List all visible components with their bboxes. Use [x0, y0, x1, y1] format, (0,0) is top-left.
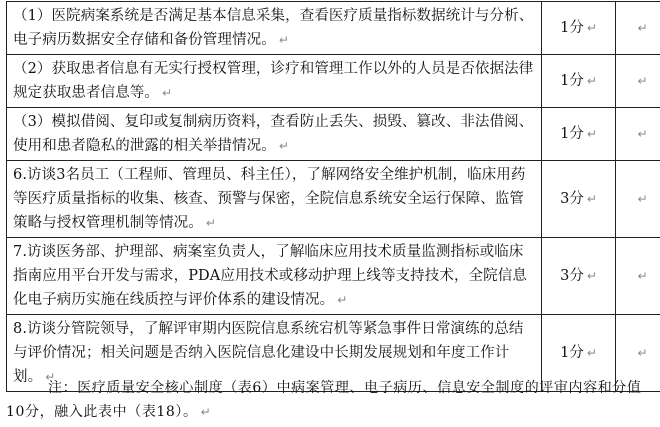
- score-text: 3分: [560, 268, 584, 284]
- paragraph-mark-icon: ↵: [637, 346, 648, 360]
- score-cell: [542, 2, 616, 55]
- paragraph-mark-icon: ↵: [337, 293, 348, 307]
- criteria-cell: [7, 161, 542, 238]
- remark-cell: [616, 2, 660, 55]
- criteria-text: （2）获取患者信息有无实行授权管理，诊疗和管理工作以外的人员是否依据法律规定获取患者信息等。: [13, 61, 534, 101]
- criteria-text: （3）模拟借阅、复印或复制病历资料，查看防止丢失、损毁、篡改、非法借阅、使用和患者隐私的泄露的相关举措情况。: [13, 114, 534, 154]
- criteria-cell: [7, 108, 542, 161]
- score-text: 1分: [560, 20, 584, 36]
- footnote-text: 注：医疗质量安全核心制度（表6）中病案管理、电子病历、信息安全制度的评审内容和分值10分，融入此表中（表18）。: [6, 380, 642, 420]
- score-text: 3分: [560, 191, 584, 207]
- paragraph-mark-icon: ↵: [162, 86, 173, 100]
- score-cell: [542, 108, 616, 161]
- remark-cell: [616, 55, 660, 108]
- paragraph-mark-icon: ↵: [586, 269, 597, 283]
- criteria-text: 6.访谈3名员工（工程师、管理员、科主任），了解网络安全维护机制，临床用药等医疗质量指标的收集、核查、预警与保密，全院信息系统安全运行保障、监管策略与授权管理机制等情况。: [13, 167, 526, 231]
- criteria-cell: [7, 238, 542, 315]
- criteria-text: （1）医院病案系统是否满足基本信息采集，查看医疗质量指标数据统计与分析、电子病历数据安全存储和备份管理情况。: [13, 8, 534, 48]
- paragraph-mark-icon: ↵: [637, 269, 648, 283]
- criteria-cell: [7, 2, 542, 55]
- criteria-cell: [7, 55, 542, 108]
- remark-cell: [616, 108, 660, 161]
- paragraph-mark-icon: ↵: [586, 74, 597, 88]
- score-text: 1分: [560, 126, 584, 142]
- paragraph-mark-icon: ↵: [637, 21, 648, 35]
- score-cell: [542, 238, 616, 315]
- paragraph-mark-icon: ↵: [278, 139, 289, 153]
- table-row: [7, 108, 660, 161]
- score-text: 1分: [560, 73, 584, 89]
- criteria-text: 7.访谈医务部、护理部、病案室负责人，了解临床应用技术质量监测指标或临床指南应用平台开发与需求，PDA应用技术或移动护理上线等支持技术，全院信息化电子病历实施在线质控与评价体系的建设情况。: [13, 244, 527, 308]
- table-footnote: [6, 376, 650, 424]
- table-row: [7, 161, 660, 238]
- criteria-text: 8.访谈分管院领导，了解评审期内医院信息系统宕机等紧急事件日常演练的总结与评价情况；相关问题是否纳入医院信息化建设中长期发展规划和年度工作计划。: [13, 321, 524, 385]
- paragraph-mark-icon: ↵: [637, 127, 648, 141]
- table-row: [7, 2, 660, 55]
- table-row: [7, 238, 660, 315]
- paragraph-mark-icon: ↵: [586, 21, 597, 35]
- evaluation-table: [6, 1, 660, 392]
- paragraph-mark-icon: ↵: [637, 74, 648, 88]
- paragraph-mark-icon: ↵: [45, 370, 56, 384]
- score-text: 1分: [560, 345, 584, 361]
- paragraph-mark-icon: ↵: [205, 216, 216, 230]
- score-cell: [542, 55, 616, 108]
- paragraph-mark-icon: ↵: [586, 127, 597, 141]
- table-row: [7, 55, 660, 108]
- paragraph-mark-icon: ↵: [637, 192, 648, 206]
- paragraph-mark-icon: ↵: [586, 192, 597, 206]
- remark-cell: [616, 238, 660, 315]
- paragraph-mark-icon: ↵: [586, 346, 597, 360]
- remark-cell: [616, 161, 660, 238]
- paragraph-mark-icon: ↵: [278, 33, 289, 47]
- paragraph-mark-icon: ↵: [200, 405, 212, 419]
- score-cell: [542, 161, 616, 238]
